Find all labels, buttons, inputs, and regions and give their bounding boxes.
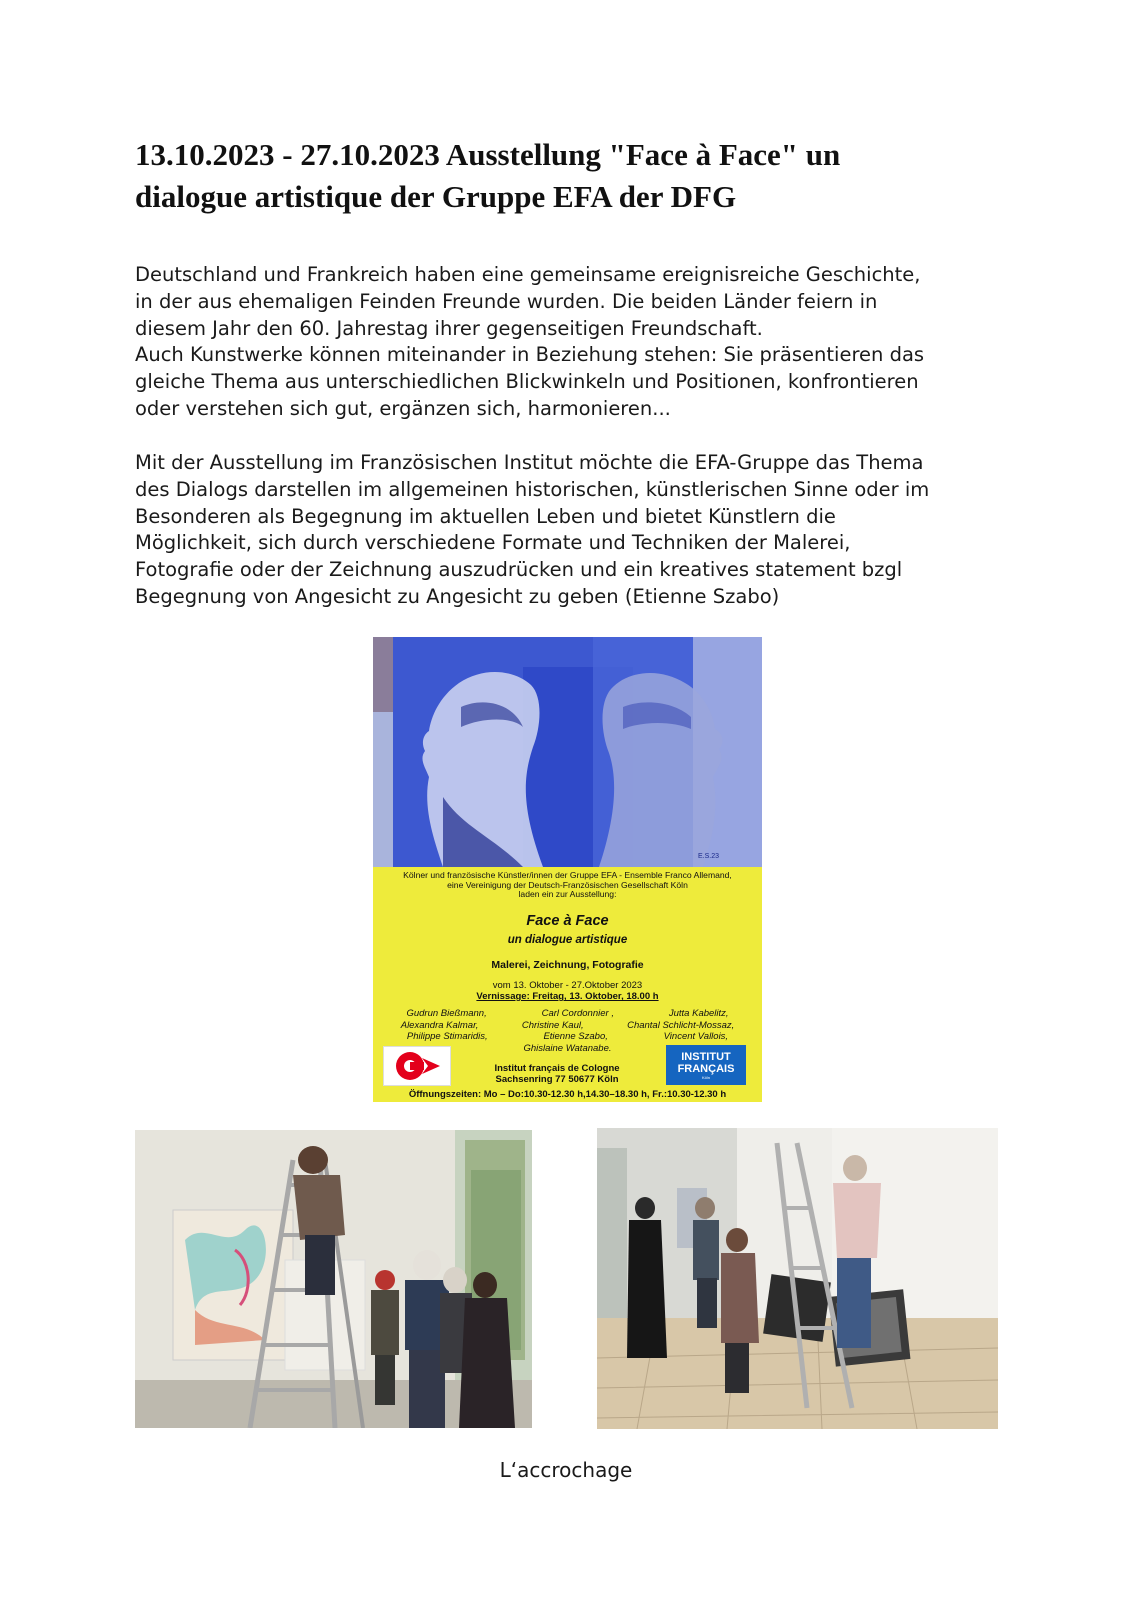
text-line: in der aus ehemaligen Feinden Freunde wurden. Die beiden Länder feiern in	[135, 289, 878, 313]
text-line: diesem Jahr den 60. Jahrestag ihrer gegenseitigen Freundschaft.	[135, 316, 763, 340]
page-title	[135, 134, 1015, 218]
text-line: Auch Kunstwerke können miteinander in Beziehung stehen: Sie präsentieren das	[135, 343, 925, 367]
artist-name: Etienne Szabo,	[543, 1031, 608, 1042]
poster-intro-line: Kölner und französische Künstler/innen der Gruppe EFA - Ensemble Franco Allemand,	[403, 870, 732, 880]
poster-intro	[373, 871, 762, 900]
poster-title: Face à Face	[526, 913, 609, 929]
poster-opening-hours: Öffnungszeiten: Mo – Do:10.30-12.30 h,14.30–18.30 h, Fr.:10.30-12.30 h	[408, 1089, 727, 1100]
poster-intro-line: eine Vereinigung der Deutsch-Französischen Gesellschaft Köln	[447, 879, 688, 890]
artist-name: Gudrun Bießmann,	[406, 1008, 487, 1019]
poster-signature: E.S.23	[698, 853, 720, 860]
artist-name: Carl Cordonnier ,	[541, 1008, 614, 1019]
poster-dates: vom 13. Oktober - 27.Oktober 2023	[492, 980, 643, 991]
paragraph-intro	[135, 262, 1015, 423]
dfg-logo-icon	[383, 1046, 451, 1086]
poster-intro-line: laden ein zur Ausstellung:	[518, 889, 617, 900]
artist-name: Philippe Stimaridis,	[406, 1031, 488, 1042]
title-line: 13.10.2023 - 27.10.2023 Ausstellung "Face à Face" un	[135, 137, 841, 172]
text-line: Besonderen als Begegnung im aktuellen Leben und bietet Künstlern die	[135, 504, 836, 528]
poster-media: Malerei, Zeichnung, Fotografie	[491, 959, 644, 971]
venue-line: Institut français de Cologne	[494, 1063, 620, 1074]
venue-line: Sachsenring 77 50677 Köln	[495, 1074, 619, 1085]
text-line: Möglichkeit, sich durch verschiedene Formate und Techniken der Malerei,	[135, 531, 851, 555]
title-line: dialogue artistique der Gruppe EFA der DFG	[135, 179, 737, 214]
artist-name: Vincent Vallois,	[663, 1031, 729, 1042]
logo-text: FRANÇAIS	[677, 1062, 735, 1075]
text-line: Begegnung von Angesicht zu Angesicht zu geben (Etienne Szabo)	[135, 584, 780, 608]
artist-name: Chantal Schlicht-Mossaz,	[627, 1019, 735, 1031]
text-line: Mit der Ausstellung im Französischen Institut möchte die EFA-Gruppe das Thema	[135, 451, 924, 474]
artist-name: Jutta Kabelitz,	[668, 1008, 729, 1019]
artist-name: Ghislaine Watanabe.	[523, 1042, 612, 1054]
poster-subtitle: un dialogue artistique	[507, 934, 628, 946]
text-line: gleiche Thema aus unterschiedlichen Blickwinkeln und Positionen, konfrontieren	[135, 370, 919, 394]
text-line: Fotografie oder der Zeichnung auszudrücken und ein kreatives statement bzgl	[135, 558, 903, 582]
poster-venue	[477, 1063, 637, 1085]
artist-name: Christine Kaul,	[521, 1019, 584, 1031]
poster-vernissage: Vernissage: Freitag, 13. Oktober, 18.00 h	[476, 991, 659, 1002]
text-line: des Dialogs darstellen im allgemeinen historischen, künstlerischen Sinne oder im	[135, 477, 930, 501]
photo-hanging-left	[135, 1130, 532, 1428]
logo-text: Köln	[701, 1074, 710, 1080]
paragraph-exhibition	[135, 450, 1015, 611]
exhibition-poster	[373, 637, 762, 1102]
photo-hanging-right	[597, 1128, 998, 1429]
text-line: Deutschland und Frankreich haben eine gemeinsame ereignisreiche Geschichte,	[135, 263, 921, 286]
institut-francais-logo	[666, 1045, 746, 1085]
poster-face-artwork	[373, 637, 762, 867]
logo-text: INSTITUT	[681, 1050, 731, 1063]
poster-info-panel	[373, 867, 762, 1102]
artist-name: Alexandra Kalmar,	[400, 1019, 479, 1031]
text-line: oder verstehen sich gut, ergänzen sich, harmonieren...	[135, 396, 671, 420]
photo-caption: L‘accrochage	[499, 1458, 633, 1482]
